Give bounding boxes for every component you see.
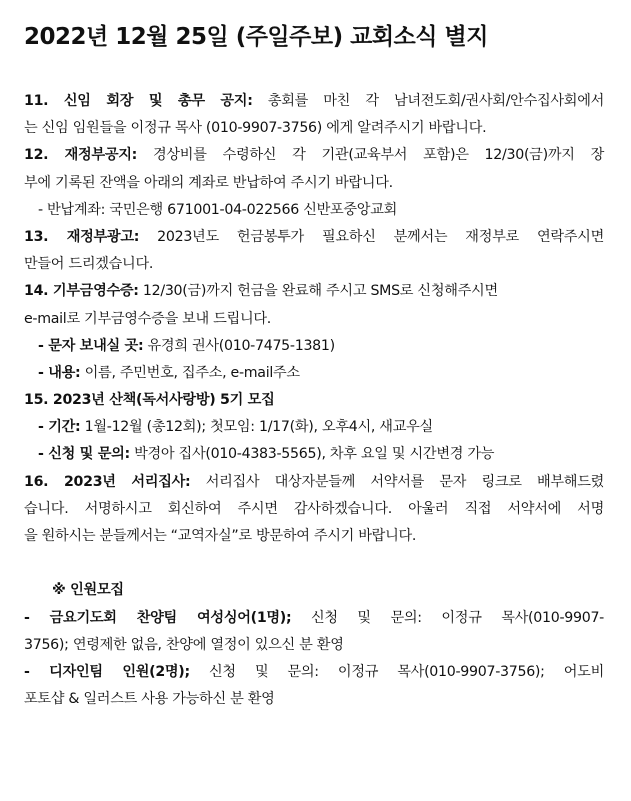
item-15-apply: [24, 441, 604, 468]
recruit-b-heading: - 디자인팀 인원(2명);: [24, 663, 190, 680]
item-14-line-1: [24, 278, 604, 305]
item-14-content: [24, 360, 604, 387]
item-15-apply-label: - 신청 및 문의:: [38, 446, 130, 463]
item-12-line-1: [24, 142, 604, 169]
item-14-content-value: 이름, 주민번호, 집주소, e-mail주소: [80, 364, 300, 381]
item-16-line-1: [24, 469, 604, 496]
item-14-content-label: - 내용:: [38, 364, 81, 381]
item-13-line-1: [24, 224, 604, 251]
item-15-heading: 15. 2023년 산책(독서사랑방) 5기 모집: [24, 392, 275, 409]
recruit-b-text-2: 포토샵 & 일러스트 사용 가능하신 분 환영: [24, 691, 275, 708]
item-15-period-value: 1월-12월 (총12회); 첫모임: 1/17(화), 오후4시, 새교우실: [80, 419, 433, 436]
recruit-header: ※ 인원모집: [52, 582, 124, 599]
item-13-text-2: 만들어 드리겠습니다.: [24, 256, 154, 273]
item-12-text-1: 경상비를 수령하신 각 기관(교육부서 포함)은 12/30(금)까지 장: [137, 147, 604, 164]
recruit-a-text-2: 3756); 연령제한 없음, 찬양에 열정이 있으신 분 환영: [24, 636, 344, 653]
item-11-text-1: 총회를 마친 각 남녀전도회/권사회/안수집사회에서: [252, 93, 605, 109]
item-16-text-2: 습니다. 서명하시고 회신하여 주시면 감사하겠습니다. 아울러 직접 서약서에 서명: [24, 500, 604, 517]
item-16-text-1: 서리집사 대상자분들께 서약서를 문자 링크로 배부해드렸: [190, 473, 604, 490]
item-14-text-2: e-mail로 기부금영수증을 보내 드립니다.: [24, 310, 271, 327]
item-13-text-1: 2023년도 헌금봉투가 필요하신 분께서는 재정부로 연락주시면: [139, 228, 604, 245]
item-15-period: [24, 414, 604, 441]
item-16-text-3: 을 원하시는 분들께서는 “교역자실”로 방문하여 주시기 바랍니다.: [24, 528, 417, 544]
section-spacer: [24, 550, 604, 577]
news-body: [24, 88, 604, 713]
recruit-b-line-1: [24, 659, 604, 686]
item-11-line-1: [24, 88, 604, 115]
item-15-period-label: - 기간:: [38, 419, 81, 436]
recruit-a-heading: - 금요기도회 찬양팀 여성싱어(1명);: [24, 609, 292, 626]
recruit-a-line-1: [24, 605, 604, 632]
item-14-text-1: 12/30(금)까지 헌금을 완료해 주시고 SMS로 신청해주시면: [138, 283, 498, 300]
item-11-heading: 11. 신임 회장 및 총무 공지:: [24, 93, 253, 109]
item-15-apply-value: 박경아 집사(010-4383-5565), 차후 요일 및 시간변경 가능: [129, 446, 495, 463]
item-14-sms: [24, 333, 604, 360]
recruit-a-text-1: 신청 및 문의: 이정규 목사(010-9907-: [291, 609, 604, 626]
page-title: 2022년 12월 25일 (주일주보) 교회소식 별지: [24, 24, 488, 50]
item-13-heading: 13. 재정부광고:: [24, 228, 140, 245]
recruit-b-text-1: 신청 및 문의: 이정규 목사(010-9907-3756); 어도비: [189, 663, 604, 680]
item-14-sms-value: 유경희 권사(010-7475-1381): [143, 337, 335, 354]
item-14-sms-label: - 문자 보내실 곳:: [38, 337, 144, 354]
item-16-heading: 16. 2023년 서리집사:: [24, 473, 191, 490]
item-12-heading: 12. 재정부공지:: [24, 147, 138, 164]
item-11-text-2: 는 신임 임원들을 이정규 목사 (010-9907-3756) 에게 알려주시기 바랍니다.: [24, 120, 487, 137]
item-14-heading: 14. 기부금영수증:: [24, 283, 139, 300]
item-12-text-2: 부에 기록된 잔액을 아래의 계좌로 반납하여 주시기 바랍니다.: [24, 174, 393, 191]
item-12-account: - 반납계좌: 국민은행 671001-04-022566 신반포중앙교회: [38, 201, 398, 218]
